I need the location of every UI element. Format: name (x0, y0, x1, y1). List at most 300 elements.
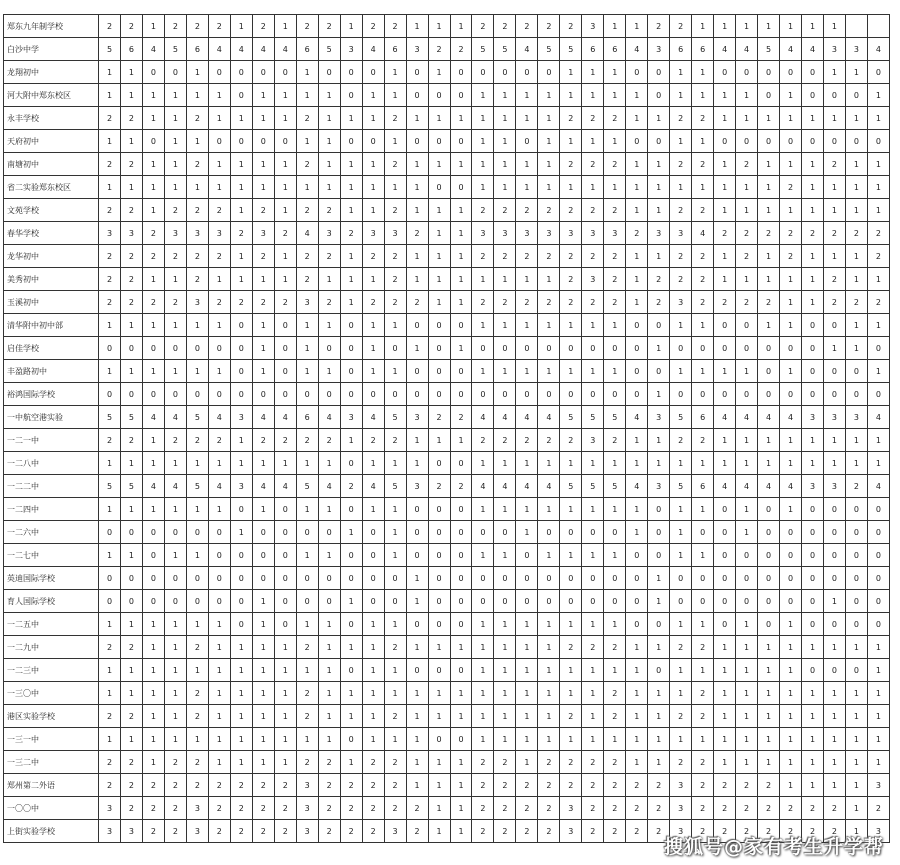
value-cell: 1 (494, 498, 516, 521)
value-cell: 3 (252, 222, 274, 245)
value-cell: 3 (560, 797, 582, 820)
value-cell: 1 (780, 429, 802, 452)
value-cell: 0 (560, 383, 582, 406)
value-cell: 1 (99, 498, 121, 521)
value-cell: 2 (648, 820, 670, 843)
value-cell: 1 (230, 636, 252, 659)
table-row (4, 475, 890, 498)
value-cell: 5 (318, 38, 340, 61)
value-cell: 1 (164, 130, 186, 153)
value-cell: 1 (626, 521, 648, 544)
value-cell: 2 (362, 774, 384, 797)
value-cell: 2 (582, 107, 604, 130)
table-row (4, 268, 890, 291)
value-cell: 3 (186, 797, 208, 820)
value-cell: 2 (318, 245, 340, 268)
value-cell: 2 (604, 107, 626, 130)
value-cell: 1 (428, 15, 450, 38)
value-cell: 0 (845, 383, 867, 406)
value-cell: 1 (428, 774, 450, 797)
value-cell: 1 (208, 636, 230, 659)
value-cell: 1 (560, 544, 582, 567)
value-cell: 0 (340, 84, 362, 107)
value-cell: 3 (406, 38, 428, 61)
value-cell: 1 (99, 682, 121, 705)
value-cell: 1 (648, 107, 670, 130)
value-cell: 4 (252, 38, 274, 61)
value-cell: 2 (648, 15, 670, 38)
value-cell: 4 (626, 475, 648, 498)
value-cell: 6 (692, 475, 714, 498)
value-cell: 1 (538, 636, 560, 659)
value-cell: 1 (823, 452, 845, 475)
value-cell: 2 (867, 797, 889, 820)
value-cell: 0 (538, 383, 560, 406)
school-quota-table (3, 14, 890, 843)
table-row (4, 383, 890, 406)
value-cell: 0 (802, 498, 824, 521)
value-cell: 2 (538, 291, 560, 314)
value-cell: 1 (252, 337, 274, 360)
value-cell: 3 (823, 475, 845, 498)
value-cell: 2 (823, 153, 845, 176)
value-cell: 0 (516, 337, 538, 360)
value-cell: 1 (736, 521, 758, 544)
value-cell: 1 (252, 751, 274, 774)
value-cell: 1 (472, 452, 494, 475)
value-cell: 4 (362, 38, 384, 61)
value-cell: 1 (164, 498, 186, 521)
value-cell: 1 (274, 268, 296, 291)
value-cell: 5 (186, 406, 208, 429)
value-cell: 0 (340, 452, 362, 475)
value-cell: 1 (867, 199, 889, 222)
value-cell: 2 (252, 245, 274, 268)
value-cell: 1 (384, 360, 406, 383)
value-cell: 1 (758, 107, 780, 130)
value-cell: 2 (99, 15, 121, 38)
value-cell: 0 (626, 61, 648, 84)
value-cell: 2 (648, 797, 670, 820)
value-cell: 4 (538, 475, 560, 498)
value-cell: 2 (516, 15, 538, 38)
value-cell: 1 (252, 452, 274, 475)
value-cell: 1 (604, 728, 626, 751)
value-cell: 1 (758, 682, 780, 705)
value-cell: 0 (780, 521, 802, 544)
value-cell: 2 (99, 705, 121, 728)
value-cell: 1 (120, 452, 142, 475)
value-cell: 0 (494, 61, 516, 84)
value-cell: 3 (845, 38, 867, 61)
table-row (4, 84, 890, 107)
value-cell: 1 (802, 176, 824, 199)
value-cell: 1 (296, 544, 318, 567)
value-cell: 1 (714, 199, 736, 222)
value-cell: 1 (736, 751, 758, 774)
table-row (4, 15, 890, 38)
value-cell: 1 (208, 153, 230, 176)
value-cell: 1 (142, 429, 164, 452)
value-cell: 0 (494, 590, 516, 613)
value-cell: 2 (758, 820, 780, 843)
value-cell: 2 (780, 222, 802, 245)
value-cell: 1 (450, 682, 472, 705)
value-cell: 1 (604, 498, 626, 521)
value-cell: 0 (384, 590, 406, 613)
value-cell: 1 (230, 245, 252, 268)
value-cell: 1 (384, 84, 406, 107)
value-cell: 3 (208, 222, 230, 245)
value-cell: 2 (186, 245, 208, 268)
value-cell: 0 (802, 590, 824, 613)
value-cell: 0 (406, 521, 428, 544)
value-cell: 3 (230, 406, 252, 429)
value-cell: 1 (318, 613, 340, 636)
value-cell: 1 (142, 682, 164, 705)
value-cell: 0 (120, 383, 142, 406)
value-cell: 5 (186, 475, 208, 498)
value-cell: 3 (472, 222, 494, 245)
school-name-cell: 丰盈路初中 (4, 360, 99, 383)
value-cell: 2 (230, 291, 252, 314)
value-cell: 0 (714, 544, 736, 567)
value-cell: 1 (296, 61, 318, 84)
school-name-cell: 一二二中 (4, 475, 99, 498)
value-cell: 0 (450, 613, 472, 636)
value-cell: 2 (142, 820, 164, 843)
value-cell: 0 (516, 130, 538, 153)
value-cell: 1 (867, 153, 889, 176)
value-cell: 5 (758, 38, 780, 61)
value-cell: 1 (99, 61, 121, 84)
value-cell: 6 (604, 38, 626, 61)
value-cell: 0 (340, 61, 362, 84)
value-cell: 1 (780, 613, 802, 636)
value-cell: 0 (428, 130, 450, 153)
value-cell: 0 (582, 521, 604, 544)
value-cell: 3 (406, 475, 428, 498)
value-cell: 6 (670, 38, 692, 61)
value-cell: 2 (318, 774, 340, 797)
value-cell: 1 (472, 705, 494, 728)
value-cell: 2 (164, 797, 186, 820)
value-cell: 1 (560, 176, 582, 199)
value-cell: 2 (692, 774, 714, 797)
value-cell: 0 (274, 498, 296, 521)
value-cell: 0 (823, 314, 845, 337)
value-cell: 0 (362, 61, 384, 84)
value-cell: 2 (494, 429, 516, 452)
value-cell: 2 (472, 797, 494, 820)
value-cell: 1 (845, 314, 867, 337)
value-cell: 0 (648, 521, 670, 544)
value-cell: 5 (99, 406, 121, 429)
value-cell: 5 (670, 475, 692, 498)
value-cell: 2 (538, 429, 560, 452)
value-cell: 2 (516, 245, 538, 268)
value-cell: 6 (186, 38, 208, 61)
value-cell: 1 (362, 268, 384, 291)
value-cell: 1 (384, 682, 406, 705)
value-cell: 0 (758, 84, 780, 107)
value-cell: 1 (340, 636, 362, 659)
value-cell: 2 (670, 751, 692, 774)
value-cell: 1 (780, 360, 802, 383)
value-cell: 1 (648, 751, 670, 774)
value-cell: 0 (164, 61, 186, 84)
value-cell: 3 (670, 820, 692, 843)
value-cell: 1 (626, 199, 648, 222)
value-cell: 2 (867, 245, 889, 268)
value-cell: 1 (867, 268, 889, 291)
value-cell: 3 (648, 38, 670, 61)
value-cell: 1 (648, 728, 670, 751)
value-cell: 0 (318, 521, 340, 544)
value-cell: 1 (670, 314, 692, 337)
value-cell: 1 (714, 659, 736, 682)
value-cell: 0 (186, 337, 208, 360)
value-cell: 0 (186, 590, 208, 613)
value-cell: 2 (340, 797, 362, 820)
value-cell: 1 (494, 130, 516, 153)
value-cell: 1 (362, 498, 384, 521)
value-cell: 1 (802, 452, 824, 475)
value-cell: 2 (164, 429, 186, 452)
value-cell: 1 (99, 659, 121, 682)
value-cell: 2 (406, 222, 428, 245)
value-cell: 0 (450, 452, 472, 475)
value-cell: 0 (867, 590, 889, 613)
value-cell: 1 (208, 452, 230, 475)
value-cell: 1 (252, 84, 274, 107)
value-cell: 2 (450, 475, 472, 498)
value-cell: 2 (318, 820, 340, 843)
value-cell: 0 (208, 383, 230, 406)
value-cell: 2 (560, 153, 582, 176)
value-cell: 0 (230, 61, 252, 84)
value-cell: 0 (164, 521, 186, 544)
value-cell: 2 (99, 245, 121, 268)
value-cell: 1 (164, 728, 186, 751)
value-cell: 1 (362, 360, 384, 383)
value-cell: 0 (626, 383, 648, 406)
value-cell: 5 (494, 38, 516, 61)
value-cell: 2 (406, 291, 428, 314)
value-cell: 1 (142, 15, 164, 38)
value-cell: 2 (99, 774, 121, 797)
value-cell: 1 (692, 15, 714, 38)
value-cell: 1 (494, 107, 516, 130)
value-cell: 4 (758, 475, 780, 498)
value-cell: 1 (560, 61, 582, 84)
value-cell: 0 (208, 337, 230, 360)
value-cell: 1 (472, 613, 494, 636)
value-cell: 1 (384, 130, 406, 153)
value-cell: 1 (406, 107, 428, 130)
value-cell: 1 (670, 521, 692, 544)
value-cell: 1 (648, 429, 670, 452)
value-cell: 1 (318, 705, 340, 728)
value-cell: 0 (406, 84, 428, 107)
value-cell (845, 15, 867, 38)
value-cell: 2 (428, 475, 450, 498)
value-cell: 0 (450, 61, 472, 84)
value-cell: 2 (626, 774, 648, 797)
value-cell: 2 (692, 245, 714, 268)
value-cell: 1 (560, 130, 582, 153)
value-cell: 1 (450, 636, 472, 659)
value-cell: 1 (867, 452, 889, 475)
value-cell: 2 (186, 153, 208, 176)
value-cell: 0 (802, 567, 824, 590)
table-row (4, 452, 890, 475)
value-cell: 0 (142, 61, 164, 84)
value-cell: 1 (472, 268, 494, 291)
value-cell: 1 (538, 452, 560, 475)
value-cell: 0 (450, 383, 472, 406)
value-cell: 1 (780, 268, 802, 291)
value-cell: 2 (670, 107, 692, 130)
value-cell: 0 (274, 61, 296, 84)
value-cell: 0 (428, 521, 450, 544)
value-cell: 1 (274, 176, 296, 199)
value-cell: 1 (560, 360, 582, 383)
value-cell: 2 (384, 751, 406, 774)
value-cell: 4 (252, 406, 274, 429)
value-cell: 1 (296, 84, 318, 107)
value-cell: 1 (736, 636, 758, 659)
value-cell: 1 (758, 153, 780, 176)
value-cell: 1 (867, 84, 889, 107)
value-cell: 2 (736, 774, 758, 797)
value-cell: 6 (296, 406, 318, 429)
value-cell: 0 (428, 383, 450, 406)
value-cell: 1 (428, 682, 450, 705)
value-cell: 1 (494, 636, 516, 659)
value-cell: 0 (252, 521, 274, 544)
value-cell: 2 (296, 107, 318, 130)
value-cell: 2 (384, 268, 406, 291)
value-cell: 1 (340, 429, 362, 452)
value-cell: 4 (626, 38, 648, 61)
table-row (4, 360, 890, 383)
value-cell: 1 (428, 222, 450, 245)
value-cell: 4 (142, 475, 164, 498)
value-cell: 1 (560, 452, 582, 475)
value-cell: 1 (142, 452, 164, 475)
value-cell: 1 (692, 84, 714, 107)
value-cell: 0 (758, 498, 780, 521)
value-cell: 1 (164, 705, 186, 728)
value-cell: 1 (494, 452, 516, 475)
value-cell: 2 (186, 15, 208, 38)
value-cell: 2 (758, 797, 780, 820)
value-cell: 4 (164, 475, 186, 498)
table-row (4, 774, 890, 797)
value-cell: 0 (648, 360, 670, 383)
value-cell: 0 (208, 567, 230, 590)
value-cell: 2 (626, 222, 648, 245)
value-cell: 1 (845, 705, 867, 728)
value-cell: 1 (867, 705, 889, 728)
value-cell: 2 (274, 291, 296, 314)
table-row (4, 199, 890, 222)
value-cell: 1 (582, 314, 604, 337)
value-cell: 2 (823, 222, 845, 245)
value-cell: 1 (736, 176, 758, 199)
value-cell: 1 (758, 751, 780, 774)
value-cell: 1 (208, 268, 230, 291)
value-cell: 6 (692, 38, 714, 61)
value-cell: 2 (582, 797, 604, 820)
value-cell: 1 (362, 728, 384, 751)
value-cell: 3 (186, 291, 208, 314)
value-cell: 3 (406, 406, 428, 429)
value-cell: 1 (670, 659, 692, 682)
value-cell: 1 (538, 153, 560, 176)
value-cell: 1 (142, 613, 164, 636)
value-cell: 1 (802, 15, 824, 38)
value-cell: 2 (296, 153, 318, 176)
value-cell: 6 (582, 38, 604, 61)
value-cell: 4 (516, 475, 538, 498)
value-cell: 1 (670, 682, 692, 705)
value-cell: 1 (823, 61, 845, 84)
value-cell: 1 (604, 176, 626, 199)
value-cell: 1 (296, 314, 318, 337)
value-cell: 2 (780, 176, 802, 199)
value-cell: 0 (626, 544, 648, 567)
value-cell: 4 (252, 475, 274, 498)
value-cell: 1 (604, 61, 626, 84)
value-cell: 0 (230, 383, 252, 406)
value-cell: 5 (560, 406, 582, 429)
value-cell: 1 (318, 84, 340, 107)
value-cell: 1 (362, 659, 384, 682)
value-cell: 1 (384, 659, 406, 682)
value-cell: 5 (99, 38, 121, 61)
value-cell: 0 (406, 130, 428, 153)
value-cell: 0 (230, 337, 252, 360)
value-cell: 2 (823, 797, 845, 820)
value-cell: 0 (274, 337, 296, 360)
value-cell: 0 (845, 498, 867, 521)
value-cell: 2 (845, 475, 867, 498)
value-cell: 1 (780, 636, 802, 659)
value-cell: 2 (186, 107, 208, 130)
value-cell: 1 (714, 705, 736, 728)
value-cell: 1 (120, 728, 142, 751)
value-cell: 2 (164, 199, 186, 222)
value-cell: 1 (164, 360, 186, 383)
value-cell: 1 (714, 107, 736, 130)
value-cell: 1 (516, 521, 538, 544)
value-cell: 5 (604, 475, 626, 498)
value-cell: 1 (604, 452, 626, 475)
value-cell: 2 (538, 751, 560, 774)
value-cell: 1 (186, 613, 208, 636)
value-cell: 1 (142, 107, 164, 130)
value-cell: 2 (384, 153, 406, 176)
value-cell: 2 (604, 636, 626, 659)
value-cell: 0 (670, 567, 692, 590)
school-name-cell: 美秀初中 (4, 268, 99, 291)
school-name-cell: 省二实验郑东校区 (4, 176, 99, 199)
value-cell: 2 (604, 291, 626, 314)
value-cell: 1 (142, 751, 164, 774)
value-cell: 4 (714, 406, 736, 429)
